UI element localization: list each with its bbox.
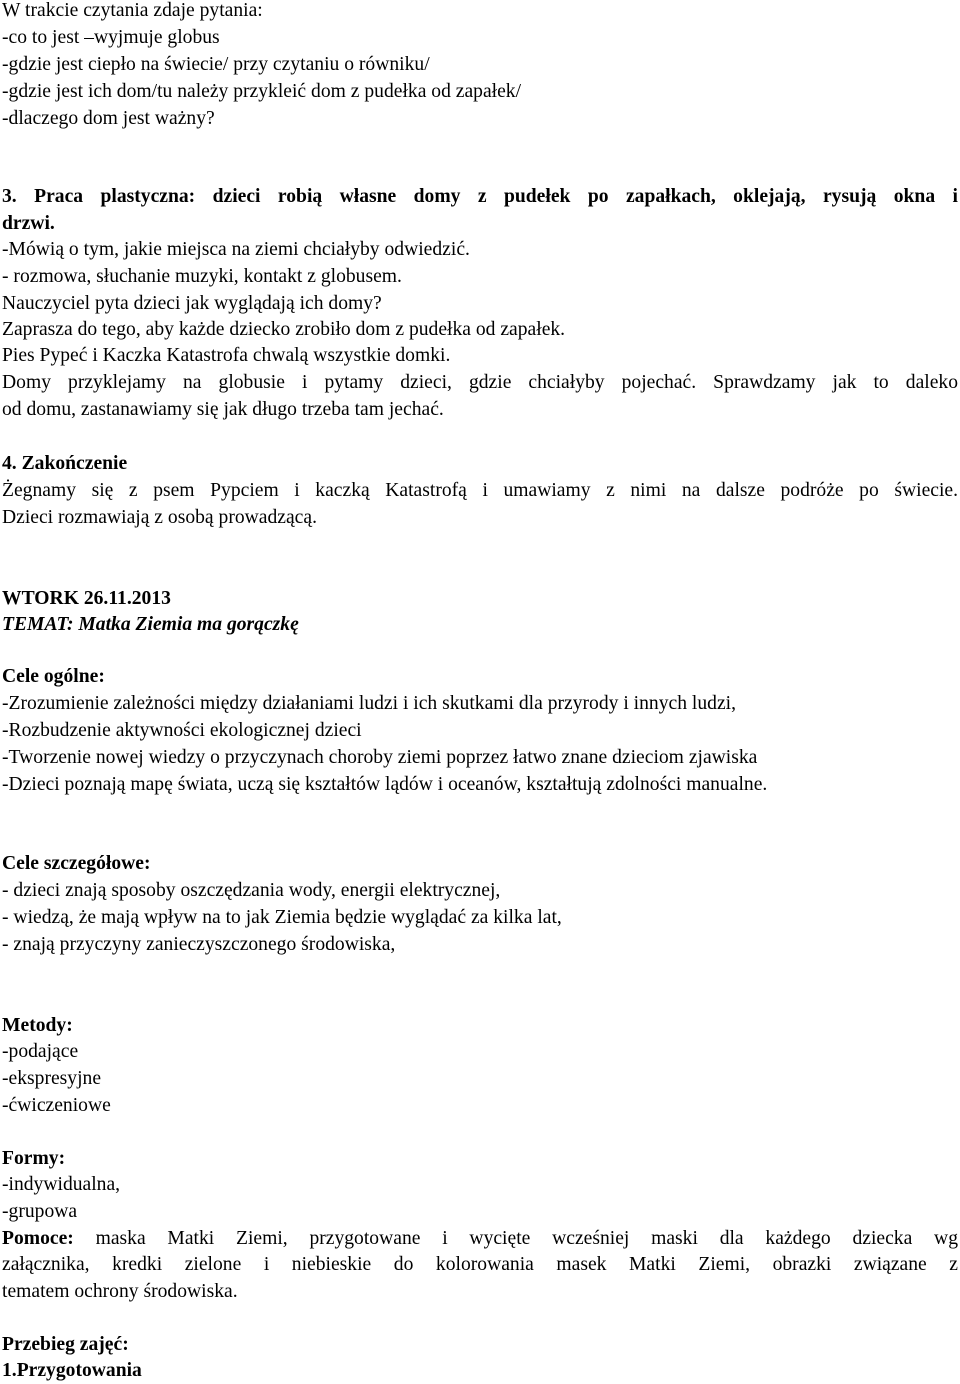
form-item: -grupowa: [2, 1201, 78, 1222]
method-item: -ekspresyjne: [2, 1068, 102, 1089]
intro-line: -gdzie jest ich dom/tu należy przykleić dom z pudełka od zapałek/: [2, 81, 522, 102]
aids-text: maska Matki Ziemi, przygotowane i wycięte wcześniej maski dla każdego dziecka wg: [73, 1228, 958, 1249]
section4-heading: 4. Zakończenie: [2, 453, 128, 474]
method-item: -ćwiczeniowe: [2, 1095, 111, 1116]
method-item: -podające: [2, 1041, 79, 1062]
section3-line: Domy przyklejamy na globusie i pytamy dzieci, gdzie chciałyby pojechać. Sprawdzamy jak to daleko: [2, 372, 958, 393]
aids-heading: Pomoce:: [2, 1228, 74, 1249]
general-goal-item: -Rozbudzenie aktywności ekologicznej dzieci: [2, 720, 362, 741]
day-date: WTORK 26.11.2013: [2, 588, 171, 609]
intro-line: W trakcie czytania zdaje pytania:: [2, 0, 263, 21]
section3-line: Nauczyciel pyta dzieci jak wyglądają ich domy?: [2, 293, 382, 314]
course-subheading: 1.Przygotowania: [2, 1360, 142, 1381]
detailed-goal-item: - znają przyczyny zanieczyszczonego środowiska,: [2, 934, 396, 955]
general-goal-item: -Dzieci poznają mapę świata, uczą się kształtów lądów i oceanów, kształtują zdolności manualne.: [2, 774, 768, 795]
section3-line: Pies Pypeć i Kaczka Katastrofa chwalą wszystkie domki.: [2, 345, 451, 366]
detailed-goal-item: - wiedzą, że mają wpływ na to jak Ziemia będzie wyglądać za kilka lat,: [2, 907, 562, 928]
detailed-goals-heading: Cele szczegółowe:: [2, 853, 151, 874]
aids-line: załącznika, kredki zielone i niebieskie do kolorowania masek Matki Ziemi, obrazki związane z: [2, 1254, 958, 1275]
aids-line: [2, 1225, 958, 1252]
section3-line: od domu, zastanawiamy się jak długo trzeba tam jechać.: [2, 399, 444, 420]
section3-line: -Mówią o tym, jakie miejsca na ziemi chciałyby odwiedzić.: [2, 239, 470, 260]
general-goal-item: -Zrozumienie zależności między działaniami ludzi i ich skutkami dla przyrody i innych ludzi,: [2, 693, 736, 714]
aids-line: tematem ochrony środowiska.: [2, 1281, 238, 1302]
forms-heading: Formy:: [2, 1148, 66, 1169]
section3-line: - rozmowa, słuchanie muzyki, kontakt z globusem.: [2, 266, 402, 287]
section4-line: Dzieci rozmawiają z osobą prowadzącą.: [2, 507, 317, 528]
section3-line: Zaprasza do tego, aby każde dziecko zrobiło dom z pudełka od zapałek.: [2, 319, 566, 340]
lesson-topic: TEMAT: Matka Ziemia ma gorączkę: [2, 614, 299, 635]
general-goals-heading: Cele ogólne:: [2, 666, 105, 687]
intro-line: -co to jest –wyjmuje globus: [2, 27, 220, 48]
section3-heading: 3. Praca plastyczna: dzieci robią własne domy z pudełek po zapałkach, oklejają, rysują okna i: [2, 186, 958, 207]
form-item: -indywidualna,: [2, 1174, 121, 1195]
section3-heading-cont: drzwi.: [2, 213, 55, 234]
detailed-goal-item: - dzieci znają sposoby oszczędzania wody, energii elektrycznej,: [2, 880, 501, 901]
intro-line: -dlaczego dom jest ważny?: [2, 108, 215, 129]
intro-line: -gdzie jest ciepło na świecie/ przy czytaniu o równiku/: [2, 54, 430, 75]
methods-heading: Metody:: [2, 1015, 73, 1036]
course-heading: Przebieg zajęć:: [2, 1334, 129, 1355]
general-goal-item: -Tworzenie nowej wiedzy o przyczynach choroby ziemi poprzez łatwo znane dzieciom zjawiska: [2, 747, 758, 768]
section4-line: Żegnamy się z psem Pypciem i kaczką Katastrofą i umawiamy z nimi na dalsze podróże po świecie.: [2, 480, 958, 501]
